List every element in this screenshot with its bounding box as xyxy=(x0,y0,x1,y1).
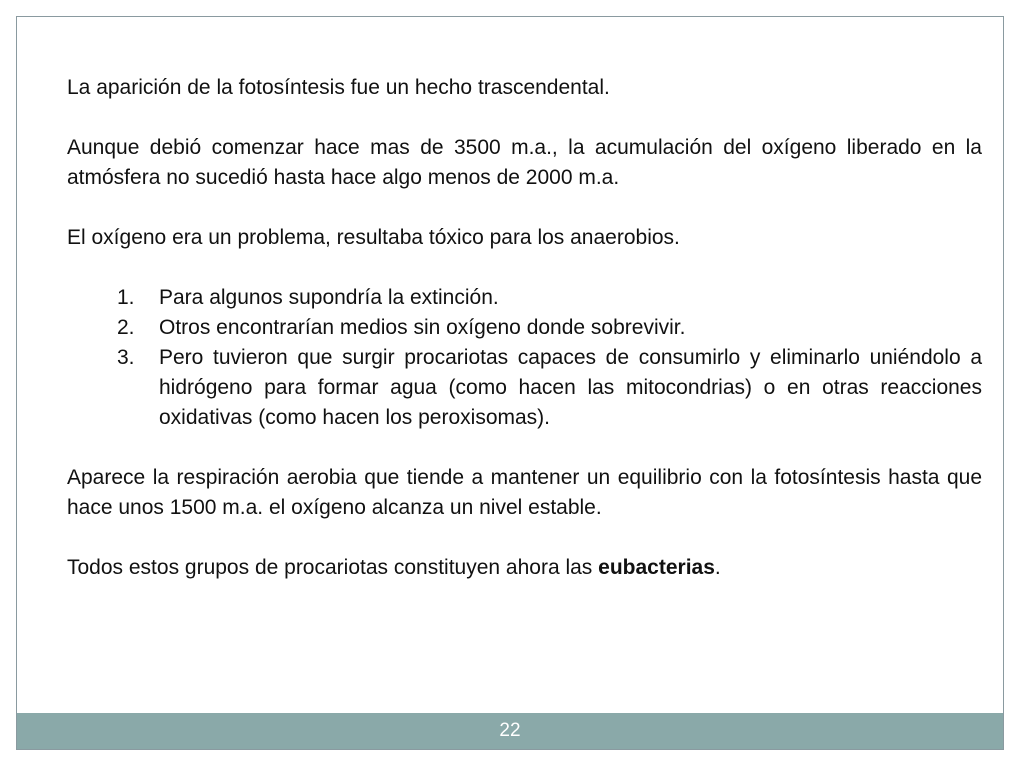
paragraph-oxygen-problem: El oxígeno era un problema, resultaba tóxico para los anaerobios. xyxy=(67,226,680,249)
list-item-text: Para algunos supondría la extinción. xyxy=(159,286,499,309)
list-item-number: 2. xyxy=(117,316,135,339)
footer-bar xyxy=(17,713,1003,749)
eubacteria-term: eubacterias xyxy=(598,556,715,579)
paragraph-eubacteria xyxy=(67,553,982,583)
eubacteria-suffix: . xyxy=(714,556,721,579)
slide-content xyxy=(67,73,982,613)
eubacteria-prefix: Todos estos grupos de procariotas constituyen ahora las xyxy=(67,556,599,579)
list-item xyxy=(67,283,982,313)
list-item xyxy=(67,313,982,343)
list-item-text: Pero tuvieron que surgir procariotas capaces de consumirlo y eliminarlo uniéndolo a hidrógeno para formar agua (como hacen las mitocondrias) o en otras reacciones oxidativas (como hacen los peroxisomas). xyxy=(159,346,982,429)
consequences-list xyxy=(67,283,982,433)
paragraph-aerobic-respiration: Aparece la respiración aerobia que tiende a mantener un equilibrio con la fotosíntesis hasta que hace unos 1500 m.a. el oxígeno alcanza un nivel estable. xyxy=(67,466,982,519)
page-number: 22 xyxy=(499,720,521,741)
list-item-number: 1. xyxy=(117,286,135,309)
list-item-text: Otros encontrarían medios sin oxígeno donde sobrevivir. xyxy=(159,316,686,339)
slide xyxy=(16,16,1004,750)
list-item xyxy=(67,343,982,433)
paragraph-oxygen-accumulation: Aunque debió comenzar hace mas de 3500 m.a., la acumulación del oxígeno liberado en la atmósfera no sucedió hasta hace algo menos de 2000 m.a. xyxy=(67,136,982,189)
paragraph-photosynthesis: La aparición de la fotosíntesis fue un hecho trascendental. xyxy=(67,76,610,99)
list-item-number: 3. xyxy=(117,346,135,369)
